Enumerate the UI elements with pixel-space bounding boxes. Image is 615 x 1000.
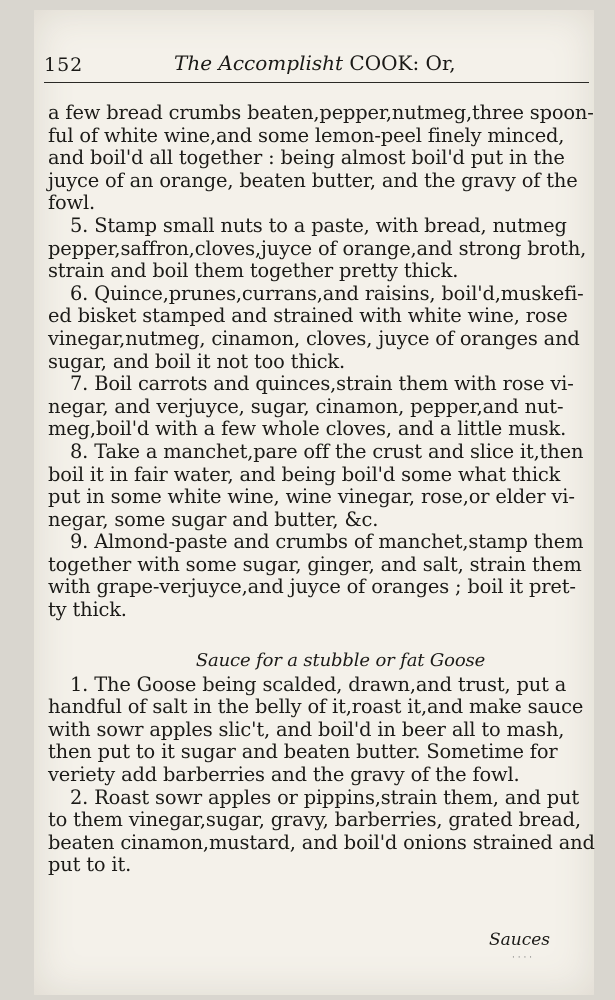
recipe-item-9: 9. Almond-paste and crumbs of manchet,stamp them <box>70 530 584 554</box>
text-line: put to it. <box>48 853 132 877</box>
text-line: boil it in fair water, and being boil'd some what thick <box>48 462 561 486</box>
text-line: meg,boil'd with a few whole cloves, and a little musk. <box>48 417 567 441</box>
text-line: together with some sugar, ginger, and salt, strain them <box>48 552 582 576</box>
page-body <box>48 102 593 877</box>
text-line: a few bread crumbs beaten,pepper,nutmeg,three spoon- <box>48 101 594 124</box>
text-line: with grape-verjuyce,and juyce of oranges ; boil it pret- <box>48 575 576 599</box>
goose-item-2: 2. Roast sowr apples or pippins,strain them, and put <box>70 785 580 809</box>
goose-item-1: 1. The Goose being scalded, drawn,and trust, put a <box>70 672 567 696</box>
text-line: veriety add barberries and the gravy of the fowl. <box>48 763 520 787</box>
book-page <box>34 10 594 995</box>
text-line: beaten cinamon,mustard, and boil'd onions strained and <box>48 830 595 854</box>
catchword: Sauces <box>489 930 551 950</box>
text-line: negar, some sugar and butter, &c. <box>48 507 379 531</box>
text-line: to them vinegar,sugar, gravy, barberries, grated bread, <box>48 808 581 832</box>
signature-mark-smudge: · · · · <box>512 953 533 963</box>
section-heading: Sauce for a stubble or fat Goose <box>195 649 486 671</box>
text-line: negar, and verjuyce, sugar, cinamon, pepper,and nut- <box>48 394 564 418</box>
text-line: ful of white wine,and some lemon-peel finely minced, <box>48 123 565 147</box>
text-line: fowl. <box>48 191 96 215</box>
recipe-item-6: 6. Quince,prunes,currans,and raisins, boil'd,muskefi- <box>70 281 584 305</box>
text-line: ty thick. <box>48 598 127 622</box>
text-line: strain and boil them together pretty thick. <box>48 259 459 283</box>
text-line: and boil'd all together : being almost boil'd put in the <box>48 146 565 170</box>
recipe-item-5: 5. Stamp small nuts to a paste, with bread, nutmeg <box>70 213 567 237</box>
page-header <box>44 46 579 82</box>
text-line: sugar, and boil it not too thick. <box>48 349 346 373</box>
text-line: vinegar,nutmeg, cinamon, cloves, juyce of oranges and <box>48 326 580 350</box>
text-line: then put to it sugar and beaten butter. Sometime for <box>48 740 558 764</box>
recipe-item-8: 8. Take a manchet,pare off the crust and slice it,then <box>70 439 584 463</box>
text-line: with sowr apples slic't, and boil'd in beer all to mash, <box>48 717 565 741</box>
text-line: pepper,saffron,cloves,juyce of orange,and strong broth, <box>48 236 587 260</box>
running-head-tail: : Or, <box>412 51 456 75</box>
text-line: handful of salt in the belly of it,roast it,and make sauce <box>48 695 584 719</box>
text-line: ed bisket stamped and strained with white wine, rose <box>48 304 568 328</box>
running-head-italic: The Accomplisht <box>174 51 344 75</box>
section-spacer <box>48 622 593 648</box>
page-number: 152 <box>44 54 84 76</box>
recipe-item-7: 7. Boil carrots and quinces,strain them with rose vi- <box>70 372 574 396</box>
text-line: juyce of an orange, beaten butter, and the gravy of the <box>48 168 578 192</box>
running-head <box>174 51 456 75</box>
running-head-caps: COOK <box>349 51 413 75</box>
header-rule <box>44 82 589 83</box>
text-line: put in some white wine, wine vinegar, rose,or elder vi- <box>48 485 575 509</box>
